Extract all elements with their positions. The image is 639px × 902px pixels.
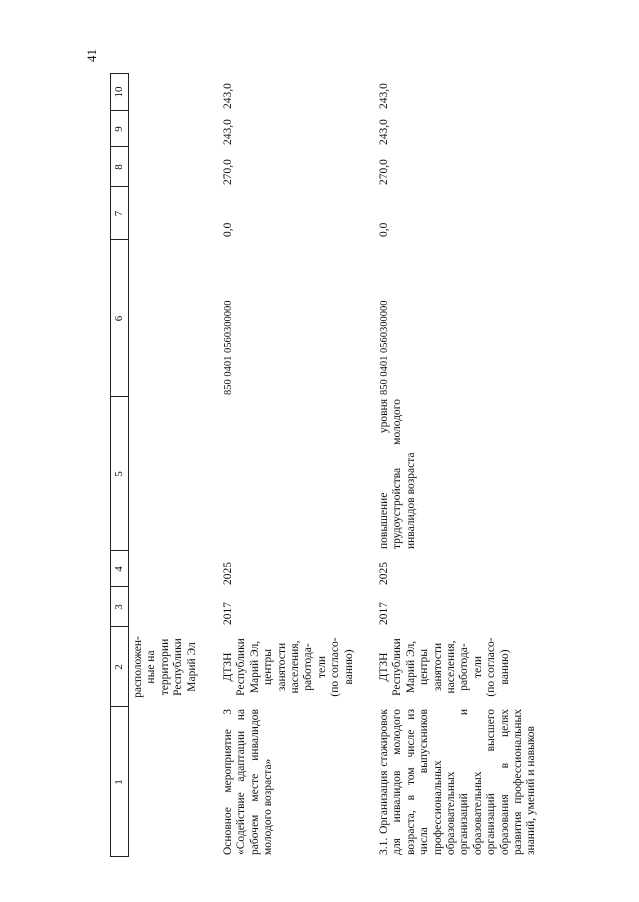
row2-value-9: 243,0: [378, 119, 390, 145]
column-divider: [110, 186, 128, 187]
row1-budget-code: 850 0401 0560300000: [223, 300, 234, 395]
column-divider: [110, 239, 128, 240]
rotated-table: [110, 73, 630, 857]
row1-end-year: 2025: [222, 562, 234, 585]
col-header-5: 5: [113, 471, 125, 477]
header-top-border: [110, 73, 111, 857]
col-header-3: 3: [113, 604, 125, 610]
column-divider: [110, 706, 128, 707]
col-header-1: 1: [113, 779, 125, 785]
row2-value-7: 0,0: [378, 222, 390, 237]
row1-value-10: 243,0: [222, 83, 234, 109]
row1-start-year: 2017: [222, 602, 234, 625]
col-header-7: 7: [113, 210, 125, 217]
col-header-6: 6: [113, 315, 125, 322]
column-divider: [110, 110, 128, 111]
row2-budget-code: 850 0401 0560300000: [379, 300, 390, 395]
col-header-9: 9: [113, 126, 125, 132]
page-number: 41: [84, 49, 99, 62]
row0-responsible: расположен- ные на территории Республики Марий Эл: [132, 636, 198, 698]
col-header-10: 10: [113, 86, 125, 98]
column-divider: [110, 146, 128, 147]
column-divider: [110, 586, 128, 587]
col-header-4: 4: [113, 566, 125, 572]
row1-activity-name: Основное мероприятие 3 «Содействие адаптации на рабочем месте инвалидов молодого возраста»: [222, 709, 275, 855]
row1-value-8: 270,0: [222, 159, 234, 185]
col-header-2: 2: [113, 664, 125, 670]
row2-result: повышение уровня трудоустройства молодого инвалидов возраста: [378, 399, 417, 549]
column-divider: [110, 73, 128, 74]
column-divider: [110, 856, 128, 857]
row2-end-year: 2025: [378, 562, 390, 585]
row2-start-year: 2017: [378, 602, 390, 625]
row2-activity-name: 3.1. Организация стажировок для инвалидов молодого возраста, в том числе из числа выпускников профессиональных образовательных организаций и образовательных организаций высшего образования в целях развития профессиональных знаний, умений и навыков: [378, 709, 538, 855]
row1-value-7: 0,0: [222, 222, 234, 237]
row1-value-9: 243,0: [222, 119, 234, 145]
column-divider: [110, 396, 128, 397]
row2-responsible: ДТЗН Республики Марий Эл, центры занятости населения, работода- тели (по согласо- ванию): [378, 637, 511, 697]
row2-value-10: 243,0: [378, 83, 390, 109]
header-bottom-border: [128, 73, 129, 857]
column-divider: [110, 550, 128, 551]
row1-responsible: ДТЗН Республики Марий Эл, центры занятости населения, работода- тели (по согласо- ванию): [222, 637, 355, 697]
column-divider: [110, 626, 128, 627]
row2-value-8: 270,0: [378, 159, 390, 185]
col-header-8: 8: [113, 164, 125, 170]
